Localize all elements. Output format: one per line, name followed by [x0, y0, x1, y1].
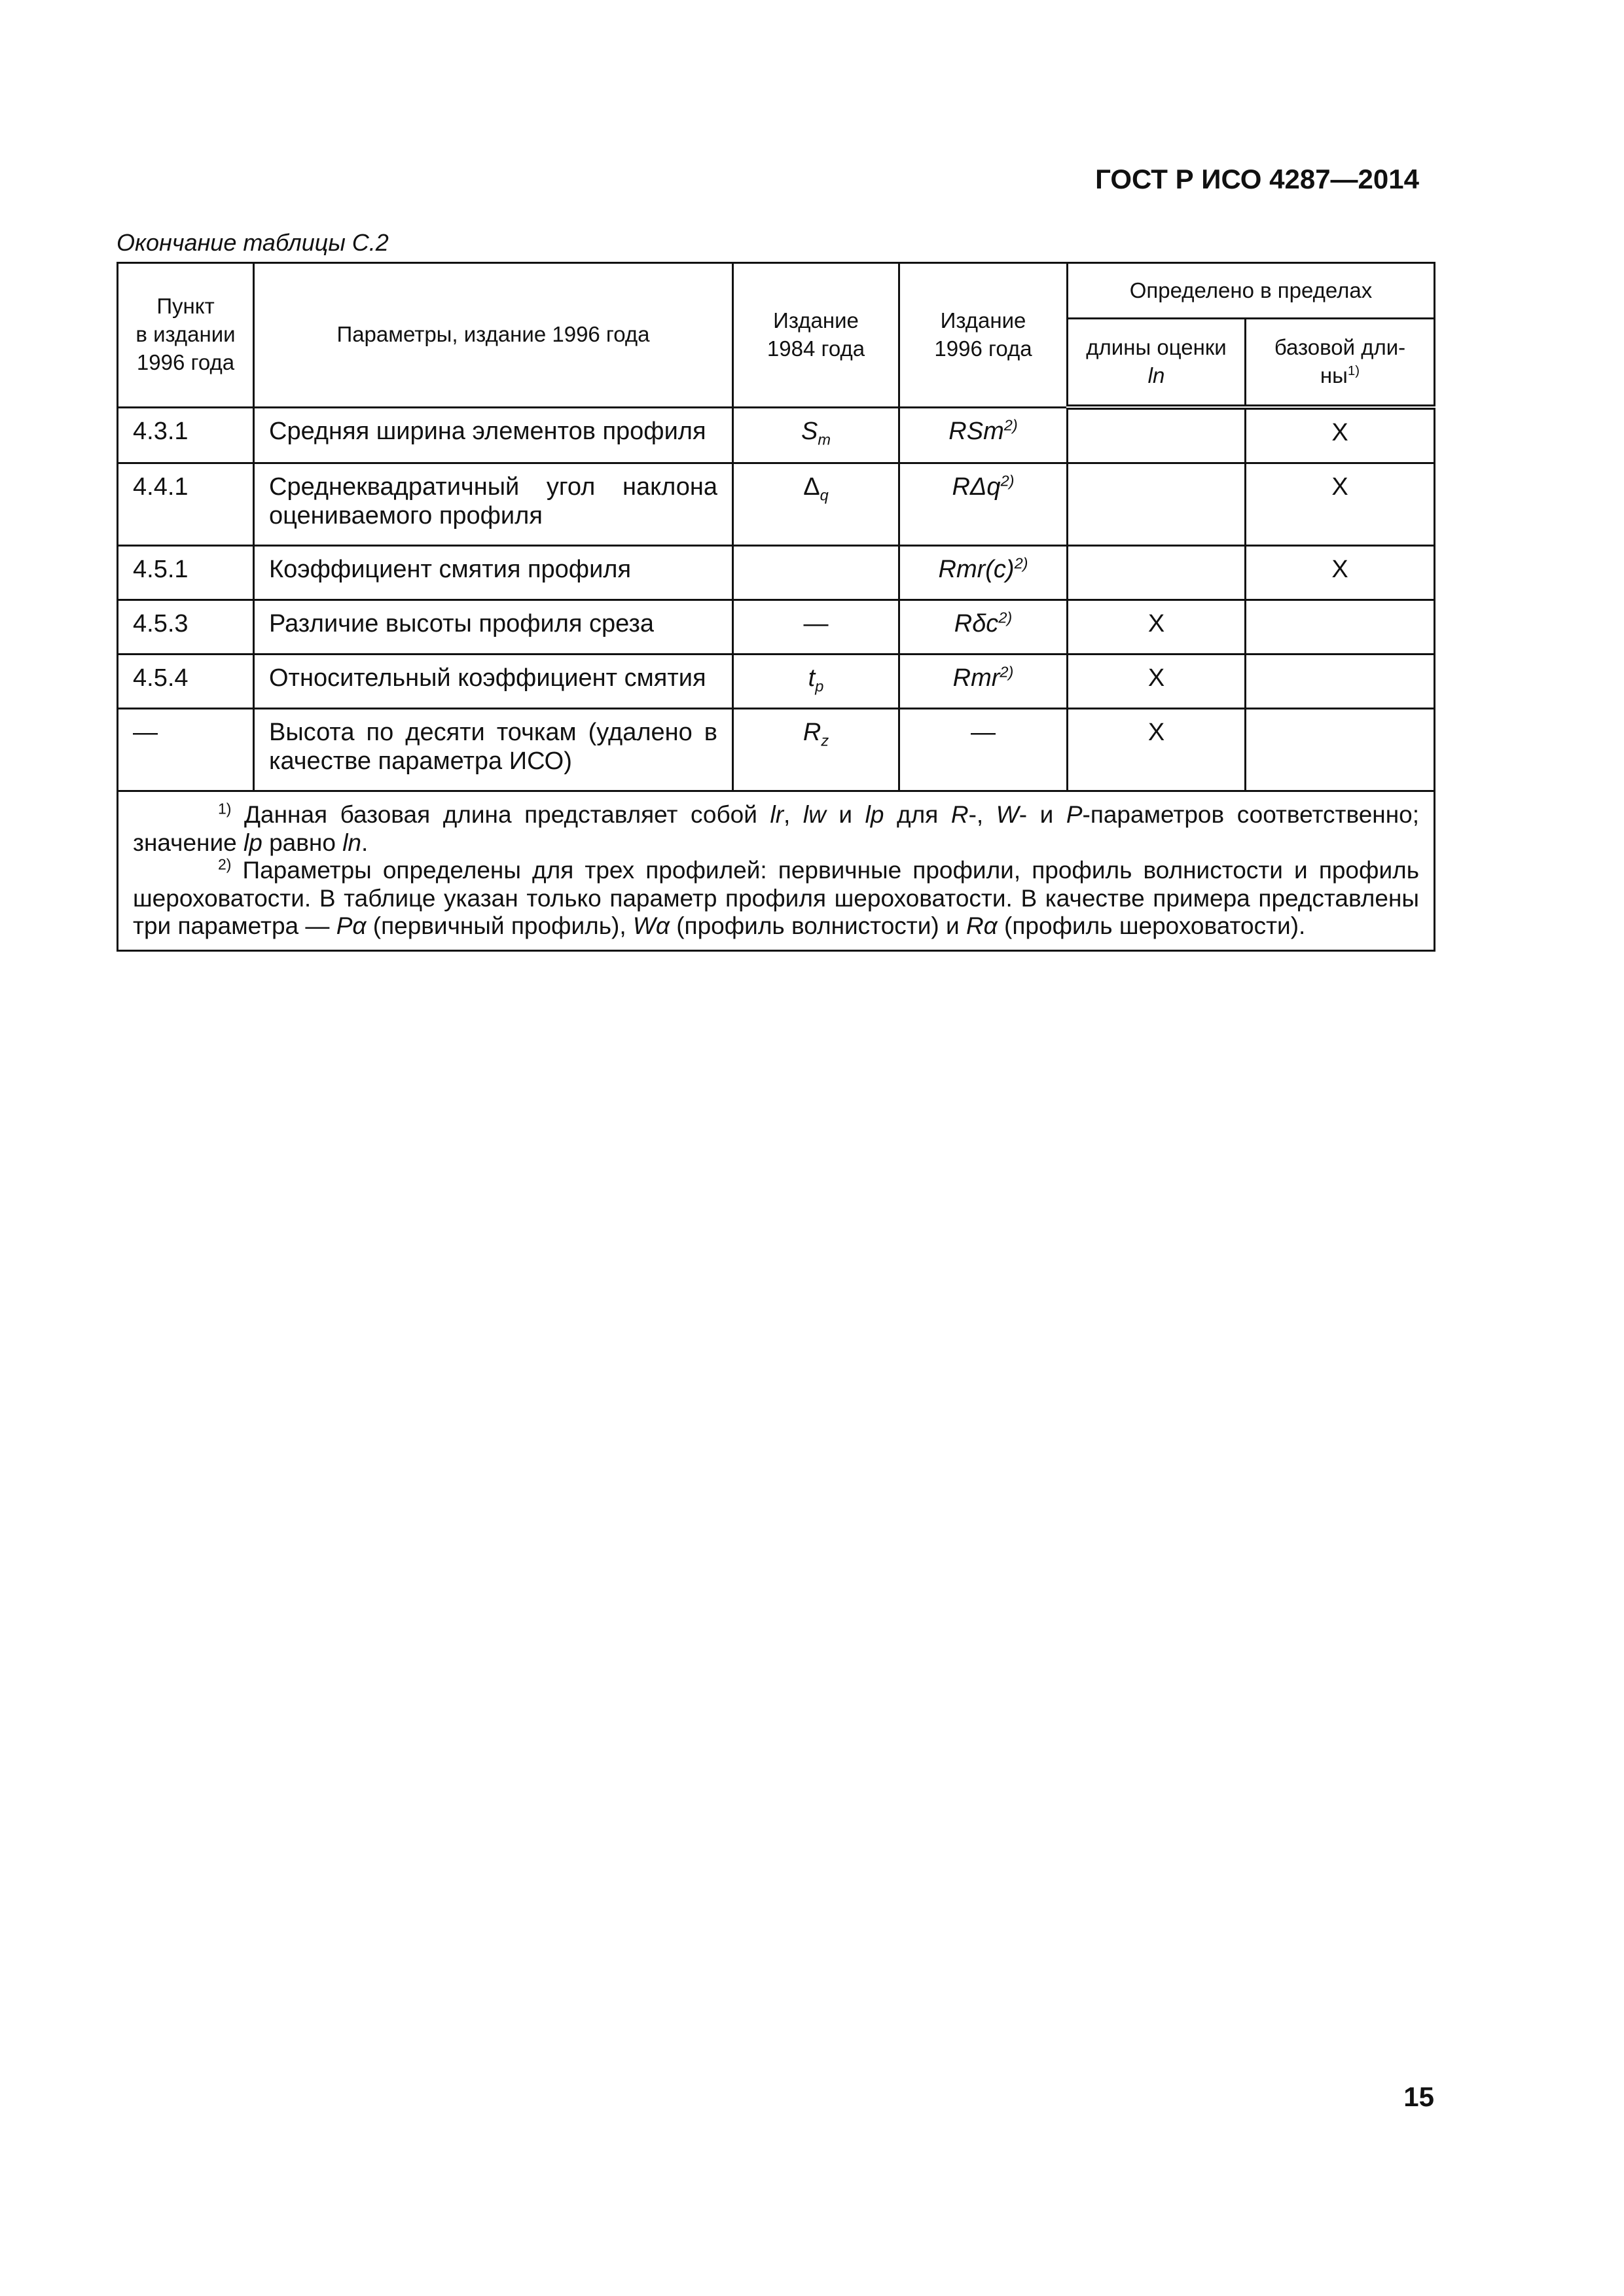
header-edition-1984: Издание 1984 года	[733, 263, 899, 408]
row-eval: X	[1068, 600, 1246, 655]
parameters-table	[117, 262, 1435, 952]
table-row	[118, 655, 1435, 709]
table-row	[118, 407, 1435, 463]
row-param: Относительный коэффициент смятия	[254, 655, 733, 709]
table-row	[118, 546, 1435, 600]
row-param: Высота по десяти точкам (удалено в качестве параметра ИСО)	[254, 709, 733, 791]
row-eval	[1068, 463, 1246, 546]
row-base: X	[1246, 463, 1435, 546]
row-base: X	[1246, 407, 1435, 463]
table-row	[118, 709, 1435, 791]
row-ed1984: $S_m$	[733, 407, 899, 463]
row-item: 4.3.1	[118, 407, 254, 463]
row-ed1984	[733, 546, 899, 600]
row-item: —	[118, 709, 254, 791]
row-eval	[1068, 546, 1246, 600]
table-caption: Окончание таблицы С.2	[117, 229, 389, 256]
row-eval: X	[1068, 655, 1246, 709]
header-base-length: базовой дли- $ны^{1)}$	[1246, 319, 1435, 408]
table-row	[118, 600, 1435, 655]
row-ed1996: Rmr$^{2)}$	[899, 655, 1068, 709]
header-edition-1996: Издание 1996 года	[899, 263, 1068, 408]
footnote-2: $^{2)}$ Параметры определены для трех профилей: первичные профили, профиль волнистости и профиль шероховатости. В таблице указан только параметр профиля шероховатости. В качестве примера представлены три параметра — Pα (первичный профиль), Wα (профиль волнистости) и Rα (профиль шероховатости).	[133, 855, 1419, 940]
row-item: 4.5.4	[118, 655, 254, 709]
row-base	[1246, 600, 1435, 655]
table-notes	[118, 791, 1435, 951]
row-item: 4.5.3	[118, 600, 254, 655]
row-param: Коэффициент смятия профиля	[254, 546, 733, 600]
row-ed1996: $Rmr(c)^{2)}$	[899, 546, 1068, 600]
table-row	[118, 463, 1435, 546]
row-eval	[1068, 407, 1246, 463]
row-ed1984: $R_z$	[733, 709, 899, 791]
row-param: Среднеквадратичный угол наклона оцениваемого профиля	[254, 463, 733, 546]
row-param: Различие высоты профиля среза	[254, 600, 733, 655]
row-base	[1246, 709, 1435, 791]
document-code: ГОСТ Р ИСО 4287—2014	[1095, 164, 1419, 194]
table-notes-row	[118, 791, 1435, 951]
row-ed1984: $\Delta_q$	[733, 463, 899, 546]
row-ed1996: —	[899, 709, 1068, 791]
header-defined-within: Определено в пределах	[1068, 263, 1435, 319]
page-number: 15	[1403, 2081, 1434, 2112]
row-item: 4.5.1	[118, 546, 254, 600]
table-header-row	[118, 263, 1435, 319]
row-ed1996: RSm$^{2)}$	[899, 407, 1068, 463]
row-ed1984: —	[733, 600, 899, 655]
row-eval: X	[1068, 709, 1246, 791]
footnote-1: $^{1)}$ Данная базовая длина представляет собой lr, lw и lp для R-, W- и P-параметров соответственно; значение lp равно ln.	[133, 800, 1420, 856]
row-ed1984: $t_p$	[733, 655, 899, 709]
row-item: 4.4.1	[118, 463, 254, 546]
row-base: X	[1246, 546, 1435, 600]
header-params: Параметры, издание 1996 года	[254, 263, 733, 408]
row-ed1996: RΔq$^{2)}$	[899, 463, 1068, 546]
header-item: Пункт в издании 1996 года	[118, 263, 254, 408]
row-param: Средняя ширина элементов профиля	[254, 407, 733, 463]
header-evaluation-length: длины оценки ln	[1068, 319, 1246, 408]
row-ed1996: Rδc$^{2)}$	[899, 600, 1068, 655]
row-base	[1246, 655, 1435, 709]
